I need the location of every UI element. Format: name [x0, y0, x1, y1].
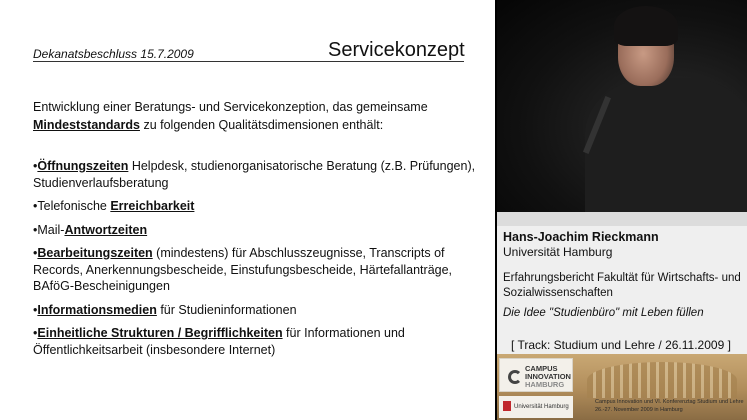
bullet-bold: Bearbeitungszeiten	[37, 246, 153, 260]
bullet-prefix: •Mail-	[33, 222, 65, 237]
building-image	[587, 362, 737, 398]
speaker-name: Hans-Joachim Rieckmann	[503, 230, 659, 244]
logo-line-1: CAMPUS	[525, 364, 558, 373]
campus-innovation-logo	[499, 358, 573, 392]
talk-title-line-2: Sozialwissenschaften	[503, 287, 613, 299]
talk-subtitle: Die Idee "Studienbüro" mit Leben füllen	[503, 307, 704, 319]
slide-date-label: Dekanatsbeschluss 15.7.2009	[33, 47, 194, 61]
bullet-antwortzeiten	[33, 222, 478, 239]
slide-title: Servicekonzept	[328, 39, 465, 61]
slide-intro-text	[33, 98, 473, 134]
event-banner	[497, 354, 747, 420]
bullet-bold: Einheitliche Strukturen / Begrifflichkeiten	[37, 326, 283, 340]
bullet-oeffnungszeiten	[33, 158, 478, 191]
track-label: [ Track: Studium und Lehre / 26.11.2009 ]	[511, 338, 731, 352]
university-label: Universität Hamburg	[514, 404, 569, 410]
bullet-bold: Antwortzeiten	[64, 222, 148, 237]
bullet-erreichbarkeit	[33, 198, 478, 215]
intro-bold-term: Mindeststandards	[33, 118, 140, 132]
bullet-bearbeitungszeiten	[33, 245, 478, 295]
bullet-bold: Informationsmedien	[37, 302, 157, 317]
slide-bullet-list	[33, 158, 478, 365]
talk-info-panel	[497, 212, 747, 354]
speaker-hair	[614, 6, 678, 46]
bullet-prefix: •Telefonische	[33, 199, 111, 213]
bullet-informationsmedien	[33, 302, 478, 319]
speaker-video	[497, 0, 747, 212]
speaker-figure	[497, 0, 747, 212]
speaker-university: Universität Hamburg	[503, 245, 613, 259]
bullet-prefix: •	[33, 159, 38, 173]
intro-line-1: Entwicklung einer Beratungs- und Servicekonzeption, das gemeinsame	[33, 100, 428, 114]
banner-text-2: 26.-27. November 2009 in Hamburg	[595, 407, 683, 413]
bullet-bold: Öffnungszeiten	[37, 159, 129, 173]
university-crest-icon	[503, 401, 511, 411]
university-logo	[499, 396, 573, 418]
bullet-text: (mindestens) für Abschlusszeugnisse, Transcripts of Records, Anerkennungsbescheide, Einstufungsbescheide, Härtefallanträge, BAföG-Bescheinigungen	[33, 246, 453, 293]
talk-title-line-1: Erfahrungsbericht Fakultät für Wirtschafts- und	[503, 272, 741, 284]
bullet-prefix: •	[33, 246, 38, 260]
intro-line-2: zu folgenden Qualitätsdimensionen enthält:	[139, 118, 384, 132]
bullet-strukturen	[33, 325, 478, 358]
bullet-text: für Informationen und Öffentlichkeitsarbeit (insbesondere Internet)	[33, 326, 405, 357]
bullet-text: für Studieninformationen	[156, 302, 297, 317]
bullet-text: Helpdesk, studienorganisatorische Beratung (z.B. Prüfungen), Studienverlaufsberatung	[33, 159, 476, 190]
info-top-bar	[497, 212, 747, 226]
logo-ring-icon	[508, 370, 522, 384]
bullet-prefix: •	[33, 326, 38, 340]
slide-divider	[33, 61, 464, 62]
bullet-prefix: •	[33, 302, 38, 317]
logo-line-3: HAMBURG	[525, 380, 565, 389]
bullet-bold: Erreichbarkeit	[110, 199, 195, 213]
logo-line-2: INNOVATION	[525, 372, 571, 381]
banner-text-1: Campus Innovation und VI. Konferenztag Studium und Lehre	[595, 399, 744, 405]
